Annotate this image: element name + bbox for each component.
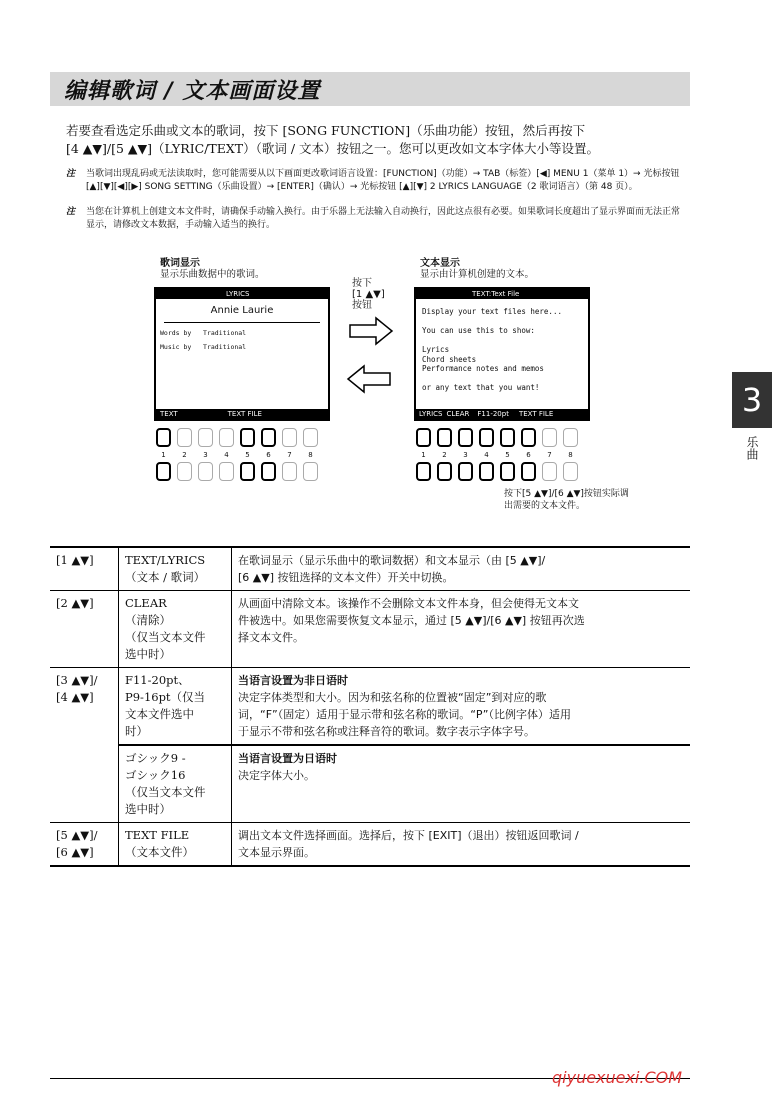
cell-heading: 当语言设置为日语时	[238, 752, 337, 765]
note-mark: 注	[66, 169, 76, 179]
table-cell: 从画面中清除文本。该操作不会删除文本文件本身，但会使得无文本文 件被选中。如果您需要恢复文本显示，通过 [5 ▲▼]/[6 ▲▼] 按钮再次选 择文本文件。	[232, 591, 691, 668]
text-caption	[420, 258, 534, 280]
table-row	[50, 745, 690, 823]
lyrics-line: Words by Traditional	[160, 329, 247, 337]
button-4-down[interactable]	[479, 462, 494, 481]
intro-line: [4 ▲▼]/[5 ▲▼]（LYRIC/TEXT）（歌词 / 文本）按钮之一。您可以更改如文本字体大小等设置。	[66, 141, 600, 156]
lyrics-screen	[154, 287, 330, 421]
caption-sub: 显示由计算机创建的文本。	[420, 269, 535, 280]
screen-top-bar: TEXT:Text File	[416, 289, 588, 299]
song-title: Annie Laurie	[210, 305, 274, 316]
button-4-up[interactable]	[479, 428, 494, 447]
caption-sub: 显示乐曲数据中的歌词。	[160, 269, 265, 280]
upper-button-row	[156, 428, 318, 447]
table-row	[50, 547, 690, 591]
figure-bottom-note: 按下[5 ▲▼]/[6 ▲▼]按钮实际调 出需要的文本文件。	[504, 489, 629, 511]
screen-bottom-bar: TEXT TEXT FILE	[156, 409, 328, 419]
note-text: 当歌词出现乱码或无法读取时，您可能需要从以下画面更改歌词语言设置：[FUNCTION]（功能）→ TAB（标签）[◀] MENU 1（菜单 1）→ 光标按钮 [▲][▼][◀][▶] SONG SETTING（乐曲设置）→ [ENTER]（确认）→ 光标按钮 [▲][▼] 2 LYRICS LANGUAGE（2 歌词语言）（第 48 页）。	[86, 169, 680, 192]
button-4-down[interactable]	[219, 462, 234, 481]
button-6-down[interactable]	[261, 462, 276, 481]
button-1-up[interactable]	[416, 428, 431, 447]
screen-bottom-bar: LYRICS CLEAR F11-20pt TEXT FILE	[416, 409, 588, 419]
text-screen	[414, 287, 590, 421]
watermark: qiyuexuexi.COM	[552, 1068, 683, 1087]
cell-heading: 当语言设置为非日语时	[238, 674, 348, 687]
chapter-label: 乐曲	[745, 436, 759, 460]
note	[66, 168, 686, 194]
button-6-down[interactable]	[521, 462, 536, 481]
intro-paragraph	[66, 122, 696, 158]
button-5-up[interactable]	[500, 428, 515, 447]
button-7-down[interactable]	[542, 462, 557, 481]
table-row	[50, 591, 690, 668]
page-title: 编辑歌词 / 文本画面设置	[64, 79, 321, 104]
table-cell: CLEAR （清除） （仅当文本文件 选中时）	[119, 591, 232, 668]
button-2-down[interactable]	[177, 462, 192, 481]
chapter-tab: 3	[732, 372, 772, 428]
button-5-down[interactable]	[240, 462, 255, 481]
table-cell	[50, 745, 119, 823]
button-8-up[interactable]	[563, 428, 578, 447]
table-cell: [3 ▲▼]/ [4 ▲▼]	[50, 668, 119, 746]
arrow-right-icon	[348, 316, 394, 346]
caption-title: 歌词显示	[160, 258, 200, 269]
button-3-up[interactable]	[198, 428, 213, 447]
lyrics-line: Music by Traditional	[160, 343, 247, 351]
text-body: Display your text files here... You can use this to show: Lyrics Chord sheets Performance notes and memos or any text that you want!	[422, 307, 562, 392]
button-3-down[interactable]	[458, 462, 473, 481]
screen-top-bar: LYRICS	[156, 289, 328, 299]
divider	[164, 322, 320, 323]
table-row	[50, 823, 690, 867]
table-cell: 在歌词显示（显示乐曲中的歌词数据）和文本显示（由 [5 ▲▼]/ [6 ▲▼] 按钮选择的文本文件）开关中切换。	[232, 547, 691, 591]
table-cell: [2 ▲▼]	[50, 591, 119, 668]
table-cell	[232, 668, 691, 746]
cell-text: 决定字体类型和大小。因为和弦名称的位置被“固定”到对应的歌 词，“F”（固定）适用于显示带和弦名称的歌词。“P”（比例字体）适用 于显示不带和弦名称或注释音符的歌词。数字表示字体字号。	[238, 691, 571, 738]
table-cell: [5 ▲▼]/ [6 ▲▼]	[50, 823, 119, 867]
button-8-down[interactable]	[563, 462, 578, 481]
button-3-up[interactable]	[458, 428, 473, 447]
button-2-down[interactable]	[437, 462, 452, 481]
lyrics-caption	[160, 258, 265, 280]
button-4-up[interactable]	[219, 428, 234, 447]
section-header	[50, 72, 690, 106]
button-numbers: 1 2 3 4 5 6 7 8	[421, 451, 573, 459]
table-cell	[232, 745, 691, 823]
button-8-down[interactable]	[303, 462, 318, 481]
button-6-up[interactable]	[521, 428, 536, 447]
note-text: 当您在计算机上创建文本文件时，请确保手动输入换行。由于乐器上无法输入自动换行，因此这点很有必要。如果歌词长度超出了显示界面而无法正常显示，请修改文本数据，手动输入适当的换行。	[86, 207, 681, 230]
lower-button-row	[416, 462, 578, 481]
lower-button-row	[156, 462, 318, 481]
button-1-down[interactable]	[416, 462, 431, 481]
button-7-down[interactable]	[282, 462, 297, 481]
table-cell: TEXT FILE （文本文件）	[119, 823, 232, 867]
table-cell: F11-20pt、 P9-16pt（仅当 文本文件选中 时）	[119, 668, 232, 746]
button-7-up[interactable]	[542, 428, 557, 447]
button-5-down[interactable]	[500, 462, 515, 481]
button-5-up[interactable]	[240, 428, 255, 447]
intro-line: 若要查看选定乐曲或文本的歌词，按下 [SONG FUNCTION]（乐曲功能）按钮，然后再按下	[66, 123, 586, 138]
button-7-up[interactable]	[282, 428, 297, 447]
table-cell: TEXT/LYRICS （文本 / 歌词）	[119, 547, 232, 591]
table-row	[50, 668, 690, 746]
cell-text: 决定字体大小。	[238, 769, 315, 782]
press-label: 按下 [1 ▲▼] 按钮	[352, 278, 385, 311]
arrow-left-icon	[346, 364, 392, 394]
button-8-up[interactable]	[303, 428, 318, 447]
button-6-up[interactable]	[261, 428, 276, 447]
table-cell: ゴシック9 - ゴシック16 （仅当文本文件 选中时）	[119, 745, 232, 823]
table-cell: [1 ▲▼]	[50, 547, 119, 591]
parameter-table	[50, 546, 690, 867]
button-3-down[interactable]	[198, 462, 213, 481]
button-1-down[interactable]	[156, 462, 171, 481]
caption-title: 文本显示	[420, 258, 460, 269]
button-numbers: 1 2 3 4 5 6 7 8	[161, 451, 313, 459]
button-2-up[interactable]	[437, 428, 452, 447]
upper-button-row	[416, 428, 578, 447]
note-mark: 注	[66, 207, 76, 217]
button-1-up[interactable]	[156, 428, 171, 447]
note	[66, 206, 686, 232]
button-2-up[interactable]	[177, 428, 192, 447]
table-cell: 调出文本文件选择画面。选择后，按下 [EXIT]（退出）按钮返回歌词 / 文本显示界面。	[232, 823, 691, 867]
